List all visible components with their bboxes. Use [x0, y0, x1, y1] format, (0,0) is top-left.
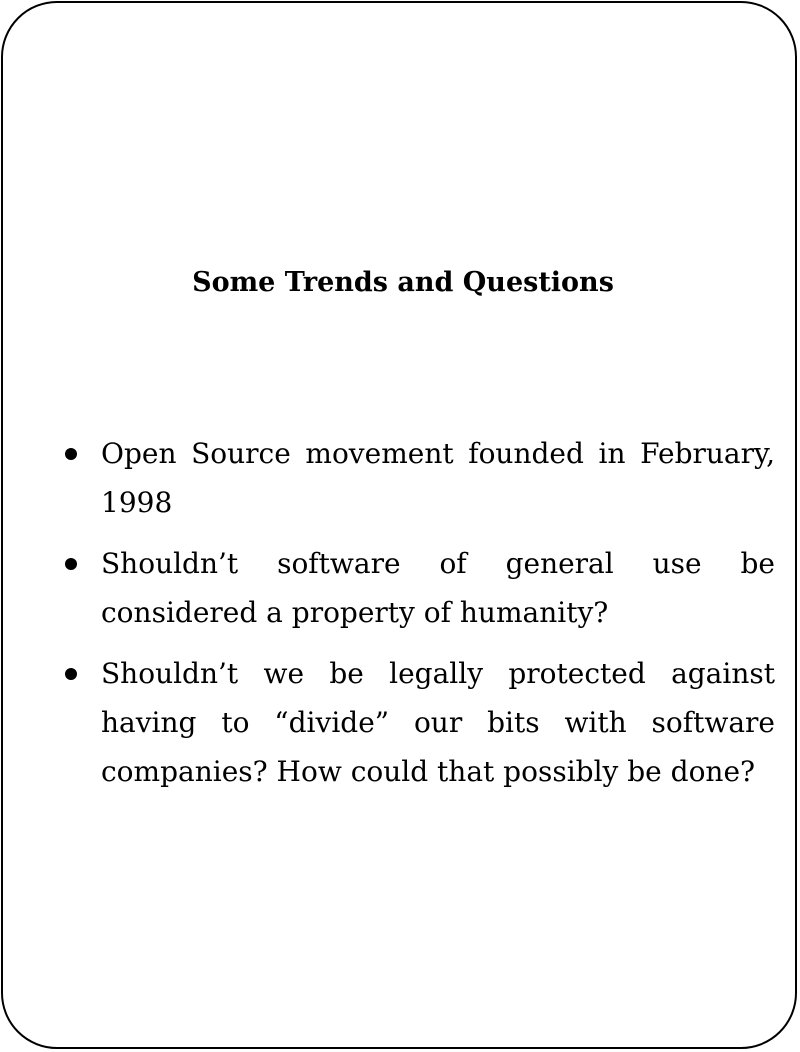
bullet-dot-icon	[65, 558, 77, 570]
slide-title: Some Trends and Questions	[192, 267, 614, 298]
bullet-text: Shouldn’t we be legally protected against having to “divide” our bits with software companies? How could that possibly be done?	[101, 657, 775, 788]
bullet-list	[59, 429, 775, 808]
bullet-dot-icon	[65, 448, 77, 460]
bullet-item	[59, 649, 775, 796]
bullet-item	[59, 429, 775, 527]
slide-frame	[1, 1, 797, 1049]
bullet-dot-icon	[65, 668, 77, 680]
bullet-text: Open Source movement founded in February, 1998	[101, 437, 775, 519]
bullet-text: Shouldn’t software of general use be considered a property of humanity?	[101, 547, 775, 629]
bullet-item	[59, 539, 775, 637]
